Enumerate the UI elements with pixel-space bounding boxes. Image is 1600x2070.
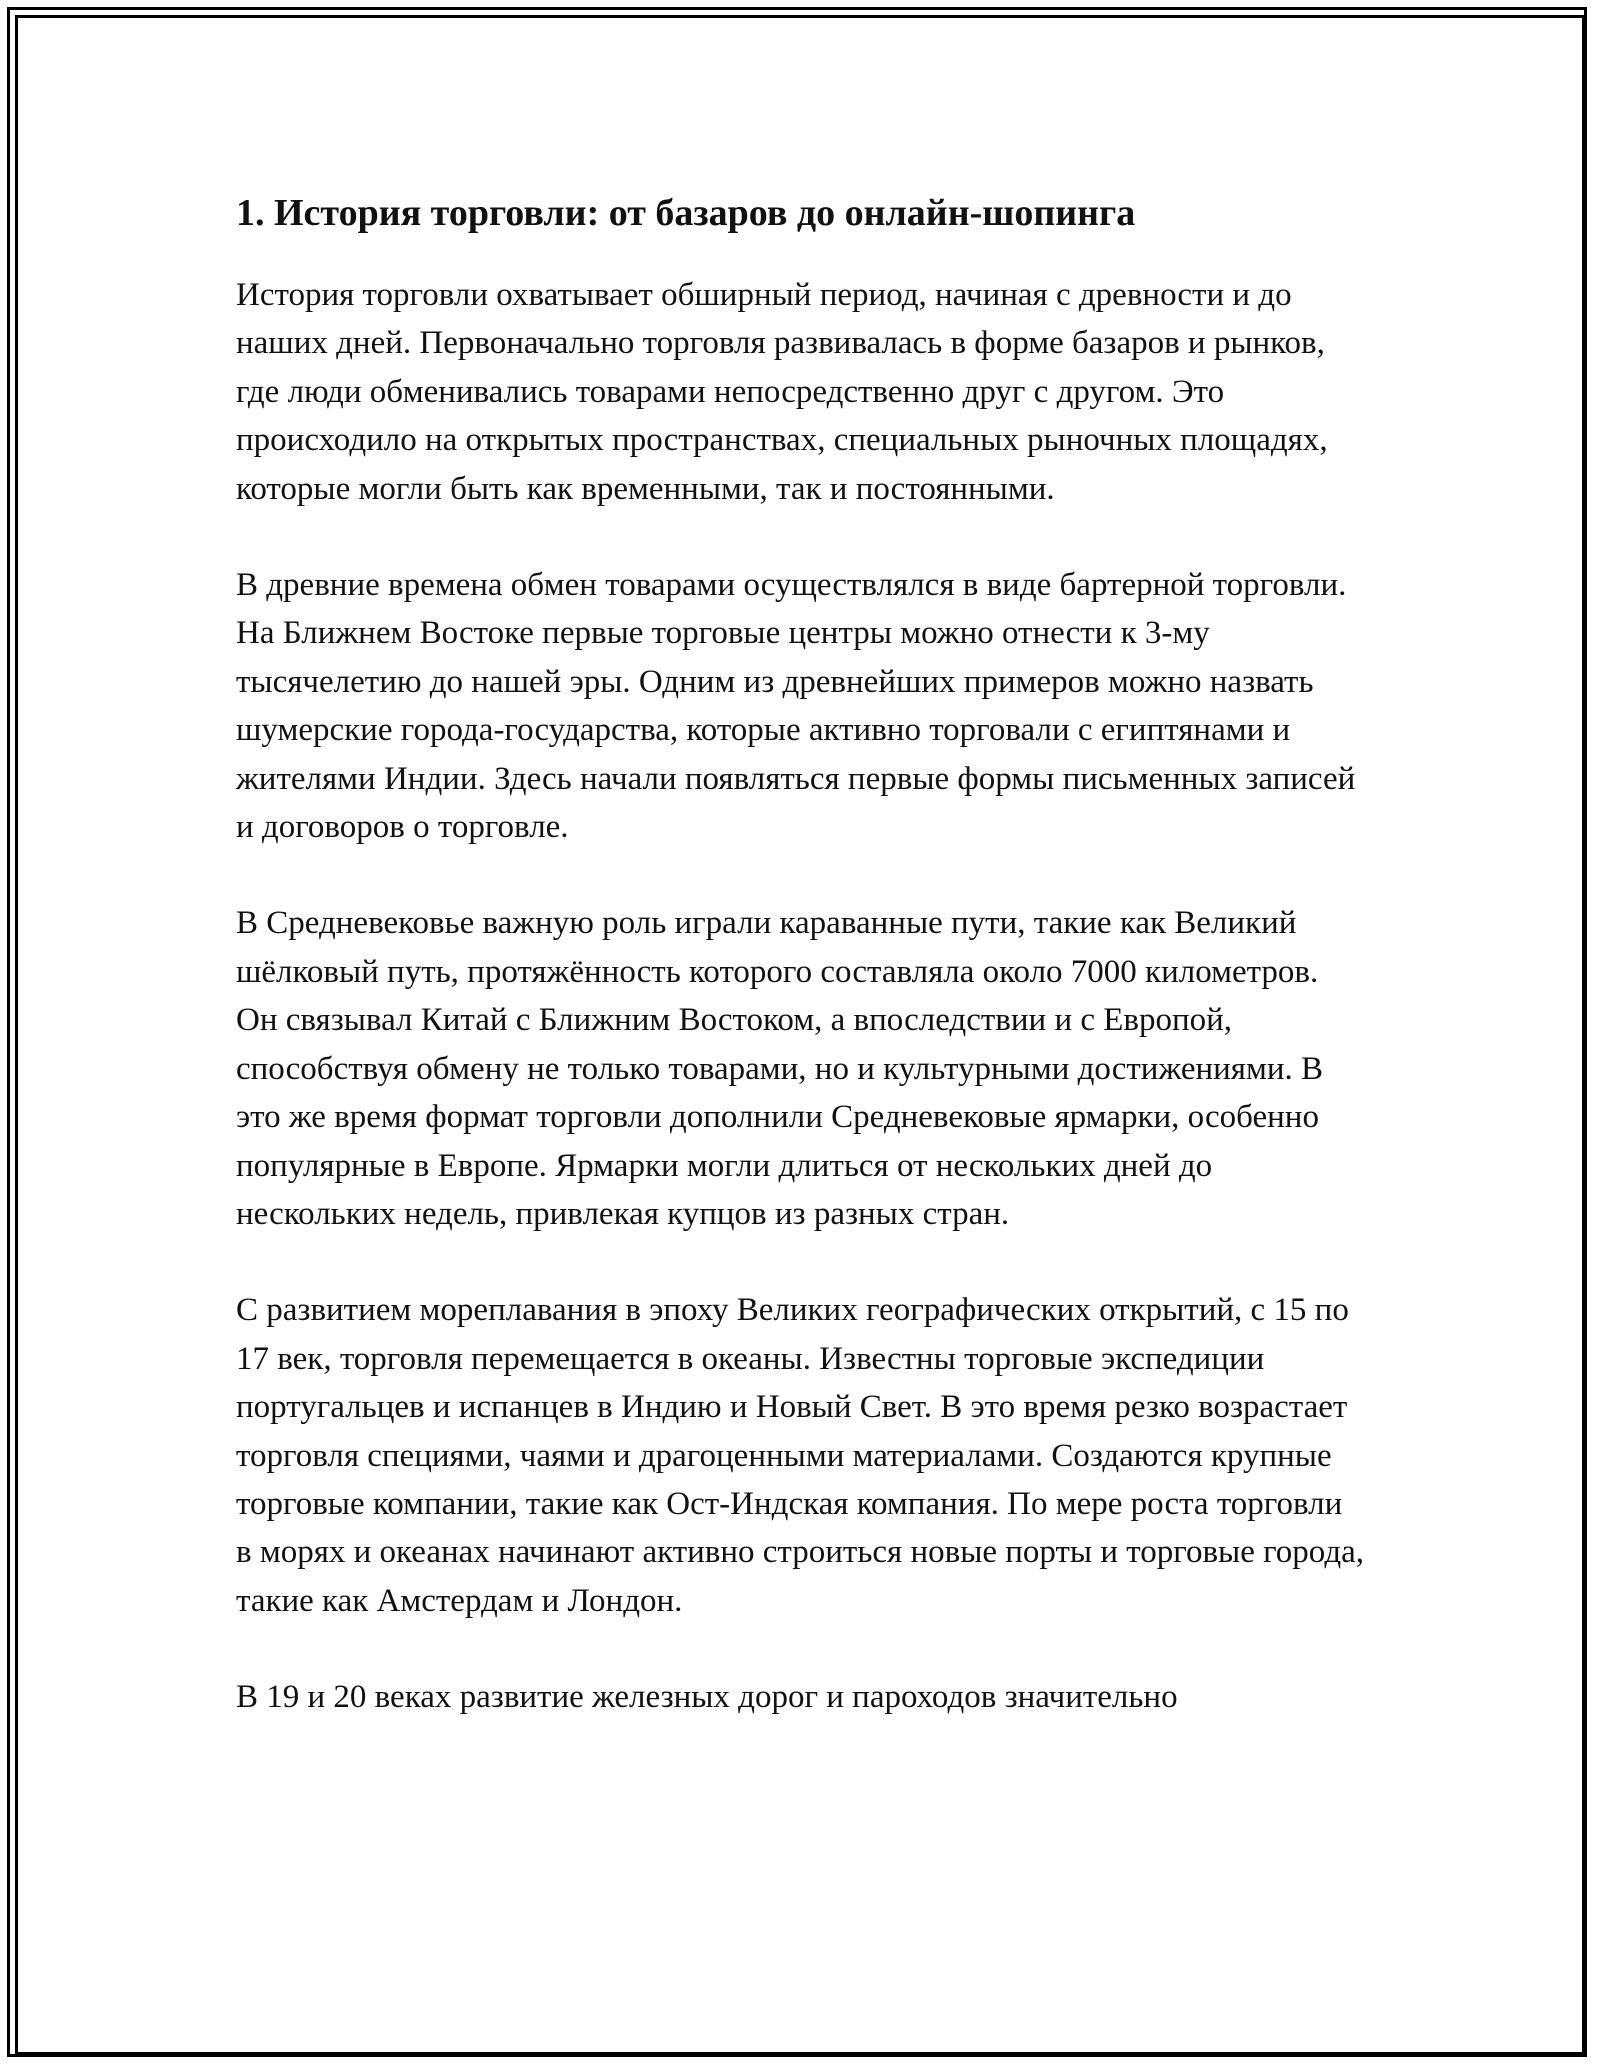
paragraph-age-of-discovery: С развитием мореплавания в эпоху Великих географических открытий, с 15 по 17 век, торговля перемещается в океаны. Известны торговые экспедиции португальцев и испанцев в Индию и Новый Свет. В это время резко возрастает торговля специями, чаями и драгоценными материалами. Создаются крупные торговые компании, такие как Ост-Индская компания. По мере роста торговли в морях и океанах начинают активно строиться новые порты и торговые города, такие как Амстердам и Лондон. bbox=[236, 1292, 1365, 1619]
section-heading: 1. История торговли: от базаров до онлайн-шопинга bbox=[236, 192, 1136, 234]
paragraph-ancient-bazaars: История торговли охватывает обширный период, начиная с древности и до наших дней. Первоначально торговля развивалась в форме базаров и рынков, где люди обменивались товарами непосредственно друг с другом. Это происходило на открытых пространствах, специальных рыночных площадях, которые могли быть как временными, так и постоянными. bbox=[236, 277, 1328, 507]
paragraph-19-20-centuries: В 19 и 20 веках развитие железных дорог и пароходов значительно bbox=[236, 1679, 1178, 1716]
paragraph-barter-trade: В древние времена обмен товарами осуществлялся в виде бартерной торговли. На Ближнем Востоке первые торговые центры можно отнести к 3-му тысячелетию до нашей эры. Одним из древнейших примеров можно назвать шумерские города-государства, которые активно торговали с египтянами и жителями Индии. Здесь начали появляться первые формы письменных записей и договоров о торговле. bbox=[236, 567, 1356, 846]
paragraph-middle-ages: В Средневековье важную роль играли караванные пути, такие как Великий шёлковый путь, протяжённость которого составляла около 7000 километров. Он связывал Китай с Ближним Востоком, а впоследствии и с Европой, способствуя обмену не только товарами, но и культурными достижениями. В это же время формат торговли дополнили Средневековые ярмарки, особенно популярные в Европе. Ярмарки могли длиться от нескольких дней до нескольких недель, привлекая купцов из разных стран. bbox=[236, 905, 1324, 1232]
document-body bbox=[236, 185, 1366, 1770]
